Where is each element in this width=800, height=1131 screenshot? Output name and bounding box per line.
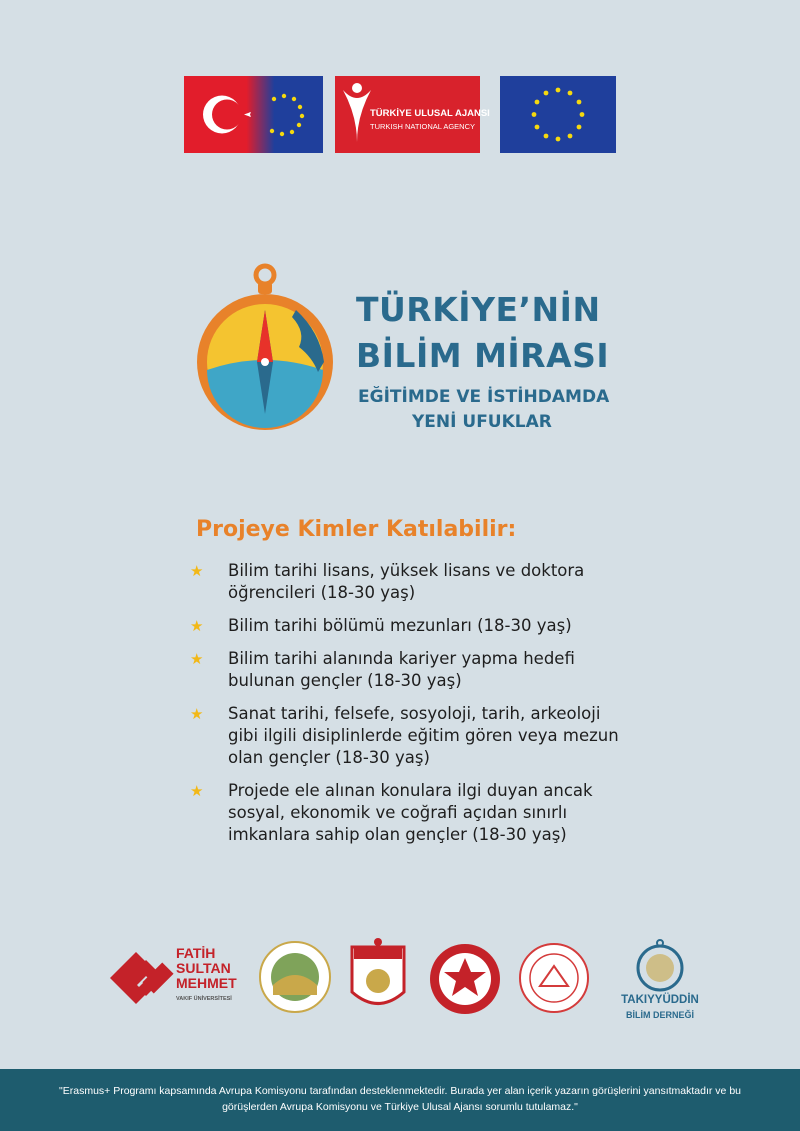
criteria-list — [190, 560, 630, 857]
star-icon: ★ — [190, 617, 204, 635]
list-item-text: Bilim tarihi alanında kariyer yapma hedefi bulunan gençler (18-30 yaş) — [228, 649, 575, 690]
list-item-text: Bilim tarihi bölümü mezunları (18-30 yaş) — [228, 616, 572, 635]
star-icon: ★ — [190, 705, 204, 723]
list-item — [190, 648, 630, 692]
star-icon: ★ — [190, 562, 204, 580]
list-item — [190, 703, 630, 769]
funding-disclaimer: "Erasmus+ Programı kapsamında Avrupa Komisyonu tarafından desteklenmektedir. Burada yer alan içerik yazarın görüşlerini yansıtmaktadır ve bu görüşlerden Avrupa Komisyonu ve Türkiye Ulusal Ajansı sorumlu tutulamaz." — [59, 1085, 741, 1113]
eu-flag — [500, 76, 616, 153]
national-agency-subtitle: TURKISH NATIONAL AGENCY — [370, 122, 476, 131]
fuat-sezgin-institute-logo — [258, 940, 332, 1014]
fsm-university-subtitle: VAKIF ÜNİVERSİTESİ — [176, 996, 232, 1002]
section-heading: Projeye Kimler Katılabilir: — [196, 517, 517, 542]
sivas-governorship-logo — [348, 937, 408, 1017]
turkey-eu-flag-logo — [184, 76, 323, 153]
list-item-text: Bilim tarihi lisans, yüksek lisans ve doktora öğrencileri (18-30 yaş) — [228, 561, 585, 602]
ministry-of-education-logo — [518, 942, 590, 1014]
project-subtitle-line2: YENİ UFUKLAR — [412, 412, 552, 432]
star-icon: ★ — [190, 782, 204, 800]
list-item — [190, 615, 630, 637]
cumhuriyet-university-logo — [428, 942, 502, 1016]
project-title-line2: BİLİM MİRASI — [356, 336, 610, 375]
project-subtitle-line1: EĞİTİMDE VE İSTİHDAMDA — [358, 387, 610, 407]
list-item-text: Sanat tarihi, felsefe, sosyoloji, tarih, arkeoloji gibi ilgili disiplinlerde eğitim gören veya mezun olan gençler (18-30 yaş) — [228, 704, 619, 767]
compass-icon — [194, 262, 336, 442]
list-item-text: Projede ele alınan konulara ilgi duyan ancak sosyal, ekonomik ve coğrafi açıdan sınırlı imkanlara sahip olan gençler (18-30 yaş) — [228, 781, 593, 844]
fsm-university-name: FATİH SULTAN MEHMET — [176, 945, 237, 991]
takiyyuddin-name: TAKIYYÜDDİN — [621, 994, 699, 1006]
list-item — [190, 780, 630, 846]
list-item — [190, 560, 630, 604]
national-agency-title: TÜRKİYE ULUSAL AJANSI — [370, 108, 490, 119]
takiyyuddin-subtitle: BİLİM DERNEĞİ — [625, 1010, 694, 1020]
star-icon: ★ — [190, 650, 204, 668]
project-title-line1: TÜRKİYE’NİN — [356, 290, 601, 329]
